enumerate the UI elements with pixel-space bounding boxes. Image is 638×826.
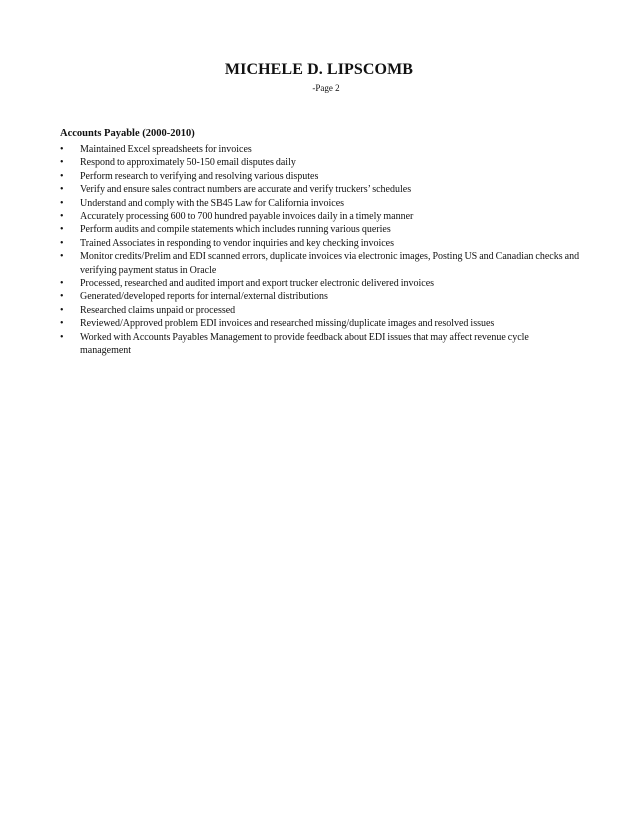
page-number: -Page 2 — [312, 83, 340, 93]
list-item-text: Researched claims unpaid or processed — [80, 304, 236, 316]
bullet-icon: • — [60, 304, 64, 316]
bullet-icon: • — [60, 291, 64, 303]
section-title: Accounts Payable (2000-2010) — [60, 128, 195, 139]
bullet-icon: • — [60, 251, 64, 263]
bullet-icon: • — [60, 157, 64, 169]
bullet-icon: • — [60, 197, 64, 209]
list-item-text: Reviewed/Approved problem EDI invoices and researched missing/duplicate images and resolved issues — [80, 318, 495, 330]
list-item-text: Maintained Excel spreadsheets for invoices — [80, 144, 252, 155]
bullet-icon: • — [60, 184, 64, 196]
bullet-icon: • — [60, 331, 64, 343]
list-item — [60, 277, 580, 290]
list-item — [60, 250, 580, 277]
list-item-text: Perform audits and compile statements which includes running various queries — [80, 224, 391, 236]
list-item-text: Perform research to verifying and resolving various disputes — [80, 170, 319, 182]
list-item-text: Respond to approximately 50-150 email disputes daily — [80, 157, 296, 169]
list-item-text: Processed, researched and audited import and export trucker electronic delivered invoices — [80, 278, 435, 290]
bullet-icon: • — [60, 170, 64, 182]
list-item — [60, 197, 580, 210]
bullet-icon: • — [60, 278, 64, 290]
list-item — [60, 304, 580, 317]
list-item-text: Accurately processing 600 to 700 hundred payable invoices daily in a timely manner — [80, 211, 414, 223]
bullet-list — [60, 143, 580, 358]
list-item-text: Understand and comply with the SB45 Law for California invoices — [80, 197, 345, 209]
list-item — [60, 143, 580, 156]
list-item — [60, 223, 580, 236]
list-item-text: Monitor credits/Prelim and EDI scanned errors, duplicate invoices via electronic images, Posting US and Canadian checks and verifying payment status in Oracle — [80, 251, 580, 276]
bullet-icon: • — [60, 237, 64, 249]
bullet-icon: • — [60, 144, 64, 155]
list-item-text: Worked with Accounts Payables Management to provide feedback about EDI issues that may affect revenue cycle management — [80, 331, 529, 357]
list-item — [60, 331, 580, 358]
list-item — [60, 210, 580, 223]
accounts-payable-section — [60, 127, 580, 358]
list-item — [60, 170, 580, 183]
list-item-text: Generated/developed reports for internal/external distributions — [80, 291, 328, 303]
bullet-icon: • — [60, 224, 64, 236]
list-item — [60, 237, 580, 250]
resume-name-heading: MICHELE D. LIPSCOMB — [224, 61, 414, 78]
list-item — [60, 290, 580, 303]
list-item — [60, 317, 580, 330]
bullet-icon: • — [60, 318, 64, 330]
list-item — [60, 156, 580, 169]
bullet-icon: • — [60, 211, 64, 223]
list-item-text: Verify and ensure sales contract numbers are accurate and verify truckers’ schedules — [80, 184, 412, 196]
list-item — [60, 183, 580, 196]
list-item-text: Trained Associates in responding to vendor inquiries and key checking invoices — [80, 237, 395, 249]
